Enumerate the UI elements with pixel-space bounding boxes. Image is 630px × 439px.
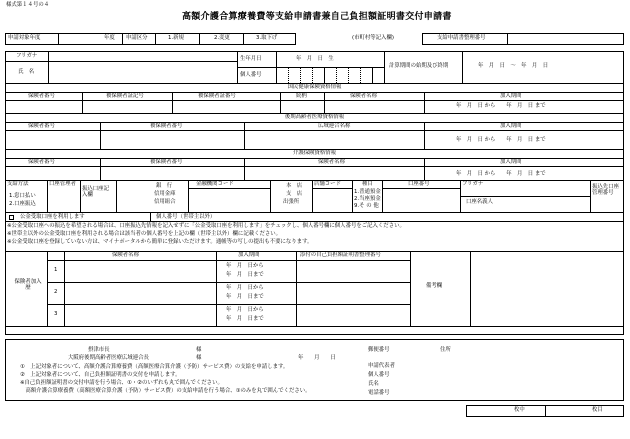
history-row-3: 3 [54, 311, 58, 317]
category-label: 申請区分 [126, 35, 148, 41]
nhi-title: 国民健康保険資格情報 [287, 84, 342, 90]
care-col-insurer-name: 保険者名称 [318, 159, 345, 165]
history-row3-from[interactable]: 年 月 日から [226, 307, 264, 313]
checkbox-icon[interactable] [9, 215, 14, 220]
option-withdraw[interactable]: 3.取下げ [256, 35, 278, 41]
individual-number-label: 個人番号 [240, 72, 262, 78]
public-note-1: ※公金受取口座への振込を希望される場合は、口座振込先情報を記入せずに「公金受取口座を利用します」をチェックし、個人番号欄に個人番号をご記入ください。 [7, 223, 405, 229]
branch-type-office[interactable]: 出張所 [283, 199, 300, 205]
public-account-mgmt-label: 振込先口座管理番号 [592, 184, 619, 196]
care-title: 介護保険資格情報 [292, 150, 337, 156]
bank-type-shinkin[interactable]: 信用金庫 [154, 191, 176, 197]
period-label: 計算期間の始期及び終期 [389, 63, 449, 69]
transfer-label: 振込口座記入欄 [82, 186, 109, 198]
postal-code-label: 郵便番号 [368, 347, 390, 353]
birth-label: 生年月日 [240, 56, 262, 62]
history-table [5, 251, 624, 327]
individual-number-note: 個人番号（世帯主以外） [156, 214, 216, 220]
year-unit: 年度 [104, 35, 115, 41]
municipality-note: (市町村等記入欄) [352, 35, 394, 41]
payment-option-counter[interactable]: 1.窓口払い [9, 193, 36, 199]
history-col-period: 加入期間 [238, 252, 260, 258]
option-new[interactable]: 1.新規 [168, 35, 184, 41]
branch-code-label: 店舗コード [314, 181, 341, 187]
statement-note-1: ※自己負担額証明書の交付申請を行う場合、①・②のいずれも丸で囲んでください。 [20, 380, 223, 386]
nhi-col-period: 加入期間 [500, 93, 522, 99]
representative-label: 申請代表者 [368, 363, 395, 369]
remarks-label: 備考欄 [426, 283, 443, 289]
application-date[interactable]: 年 月 日 [298, 355, 336, 361]
page-current-label: 枚中 [514, 407, 525, 413]
applicant-name-label: 氏 名 [18, 69, 35, 75]
support-number-label: 支給申請書整理番号 [437, 35, 486, 41]
fiscal-year-label: 申請対象年度 [8, 35, 41, 41]
elderly-col-insured-number: 被保険者番号 [150, 123, 183, 129]
nhi-col-card-symbol: 被保険者証記号 [106, 93, 144, 99]
history-row-2: 2 [54, 289, 58, 295]
addressee-union-sama: 様 [196, 355, 202, 361]
addressee-union: 大阪府後期高齢者医療広域連合長 [68, 355, 149, 361]
public-note-2: ※世帯主以外の公金受取口座を利用される場合は該当者の個人番号を上記の欄（世帯主以外）欄に記載ください。 [7, 231, 282, 237]
care-col-period: 加入期間 [500, 159, 522, 165]
nhi-col-insurer-name: 保険者名称 [350, 93, 377, 99]
rep-individual-number-label: 個人番号 [368, 372, 390, 378]
type-option-ordinary[interactable]: 1.普通預金 [354, 189, 381, 195]
elderly-col-period: 加入期間 [500, 123, 522, 129]
type-label: 種目 [362, 181, 373, 187]
history-col-certificate: 添付の自己負担額証明書整理番号 [300, 252, 381, 258]
bank-type-bank[interactable]: 銀 行 [156, 183, 173, 189]
history-row2-to[interactable]: 年 月 日まで [226, 294, 264, 300]
history-col-insurer-name: 保険者名称 [112, 252, 139, 258]
public-account-label: 公金受取口座を利用します [20, 214, 85, 220]
page-total-label: 枚目 [592, 407, 603, 413]
nhi-period[interactable]: 年 月 日 から 年 月 日 まで [456, 103, 546, 109]
branch-type-main[interactable]: 本 店 [286, 183, 303, 189]
type-option-checking[interactable]: 2.当座預金 [354, 196, 381, 202]
birth-value[interactable]: 年 月 日 生 [296, 56, 334, 62]
payment-method-label: 支給方法 [7, 181, 29, 187]
account-number-label: 口座番号 [408, 181, 430, 187]
addressee-city-sama: 様 [196, 347, 202, 353]
care-col-insured-number: 被保険者番号 [150, 159, 183, 165]
history-row1-from[interactable]: 年 月 日から [226, 263, 264, 269]
applicant-furigana-label: フリガナ [16, 53, 38, 59]
nhi-col-insurer-number: 保険者番号 [28, 93, 55, 99]
option-change[interactable]: 2.変更 [214, 35, 230, 41]
page-title: 高額介護合算療養費等支給申請書兼自己負担額証明書交付申請書 [182, 12, 452, 22]
elderly-period[interactable]: 年 月 日 から 年 月 日 まで [456, 137, 546, 143]
elderly-col-insurer-number: 保険者番号 [28, 123, 55, 129]
statement-2: ② 上記対象者について、自己負担額証明書の交付を申請します。 [20, 372, 181, 378]
history-row2-from[interactable]: 年 月 日から [226, 285, 264, 291]
holder-name-label: 口座名義人 [466, 199, 493, 205]
elderly-col-union-name: 広域連合名称 [318, 123, 351, 129]
address-label: 住所 [440, 347, 451, 353]
care-col-insurer-number: 保険者番号 [28, 159, 55, 165]
public-note-3: ※公金受取口座を登録していない方は、マイナポータルから簡単に登録いただけます。通帳等の写しの提出も不要になります。 [7, 239, 313, 245]
payment-option-transfer[interactable]: 2.口座振込 [9, 201, 36, 207]
rep-name-label: 氏名 [368, 381, 379, 387]
history-row3-to[interactable]: 年 月 日まで [226, 316, 264, 322]
nhi-col-card-number: 被保険者証番号 [198, 93, 236, 99]
period-value[interactable]: 年 月 日 ～ 年 月 日 [478, 63, 549, 69]
elderly-title: 後期高齢者医療資格情報 [284, 114, 345, 120]
bank-type-kumiai[interactable]: 信用組合 [154, 199, 176, 205]
account-holder-label: 口座管理者 [49, 181, 76, 187]
history-row-1: 1 [54, 267, 58, 273]
history-row1-to[interactable]: 年 月 日まで [226, 272, 264, 278]
branch-type-branch[interactable]: 支 店 [286, 191, 303, 197]
holder-furigana-label: フリガナ [462, 181, 484, 187]
statement-note-2: 高額介護合算療養費（高額医療合算介護（予防）サービス費）の支給申請を行う場合、①のみを丸で囲んでください。 [20, 388, 311, 394]
type-option-other[interactable]: 9.そ の 他 [354, 203, 379, 209]
form-number: 様式第１４号の４ [6, 2, 50, 8]
care-period[interactable]: 年 月 日 から 年 月 日 まで [456, 171, 546, 177]
history-row-label: 保険者加入歴 [14, 279, 42, 291]
statement-1: ① 上記対象者について、高額介護合算療養費（高額医療合算介護（予防）サービス費）の支給を申請します。 [20, 364, 289, 370]
institution-code-label: 金融機関コード [196, 181, 234, 187]
addressee-city: 摂津市長 [88, 347, 110, 353]
nhi-col-relation: 続柄 [296, 93, 307, 99]
header-box [5, 33, 296, 45]
rep-phone-label: 電話番号 [368, 390, 390, 396]
